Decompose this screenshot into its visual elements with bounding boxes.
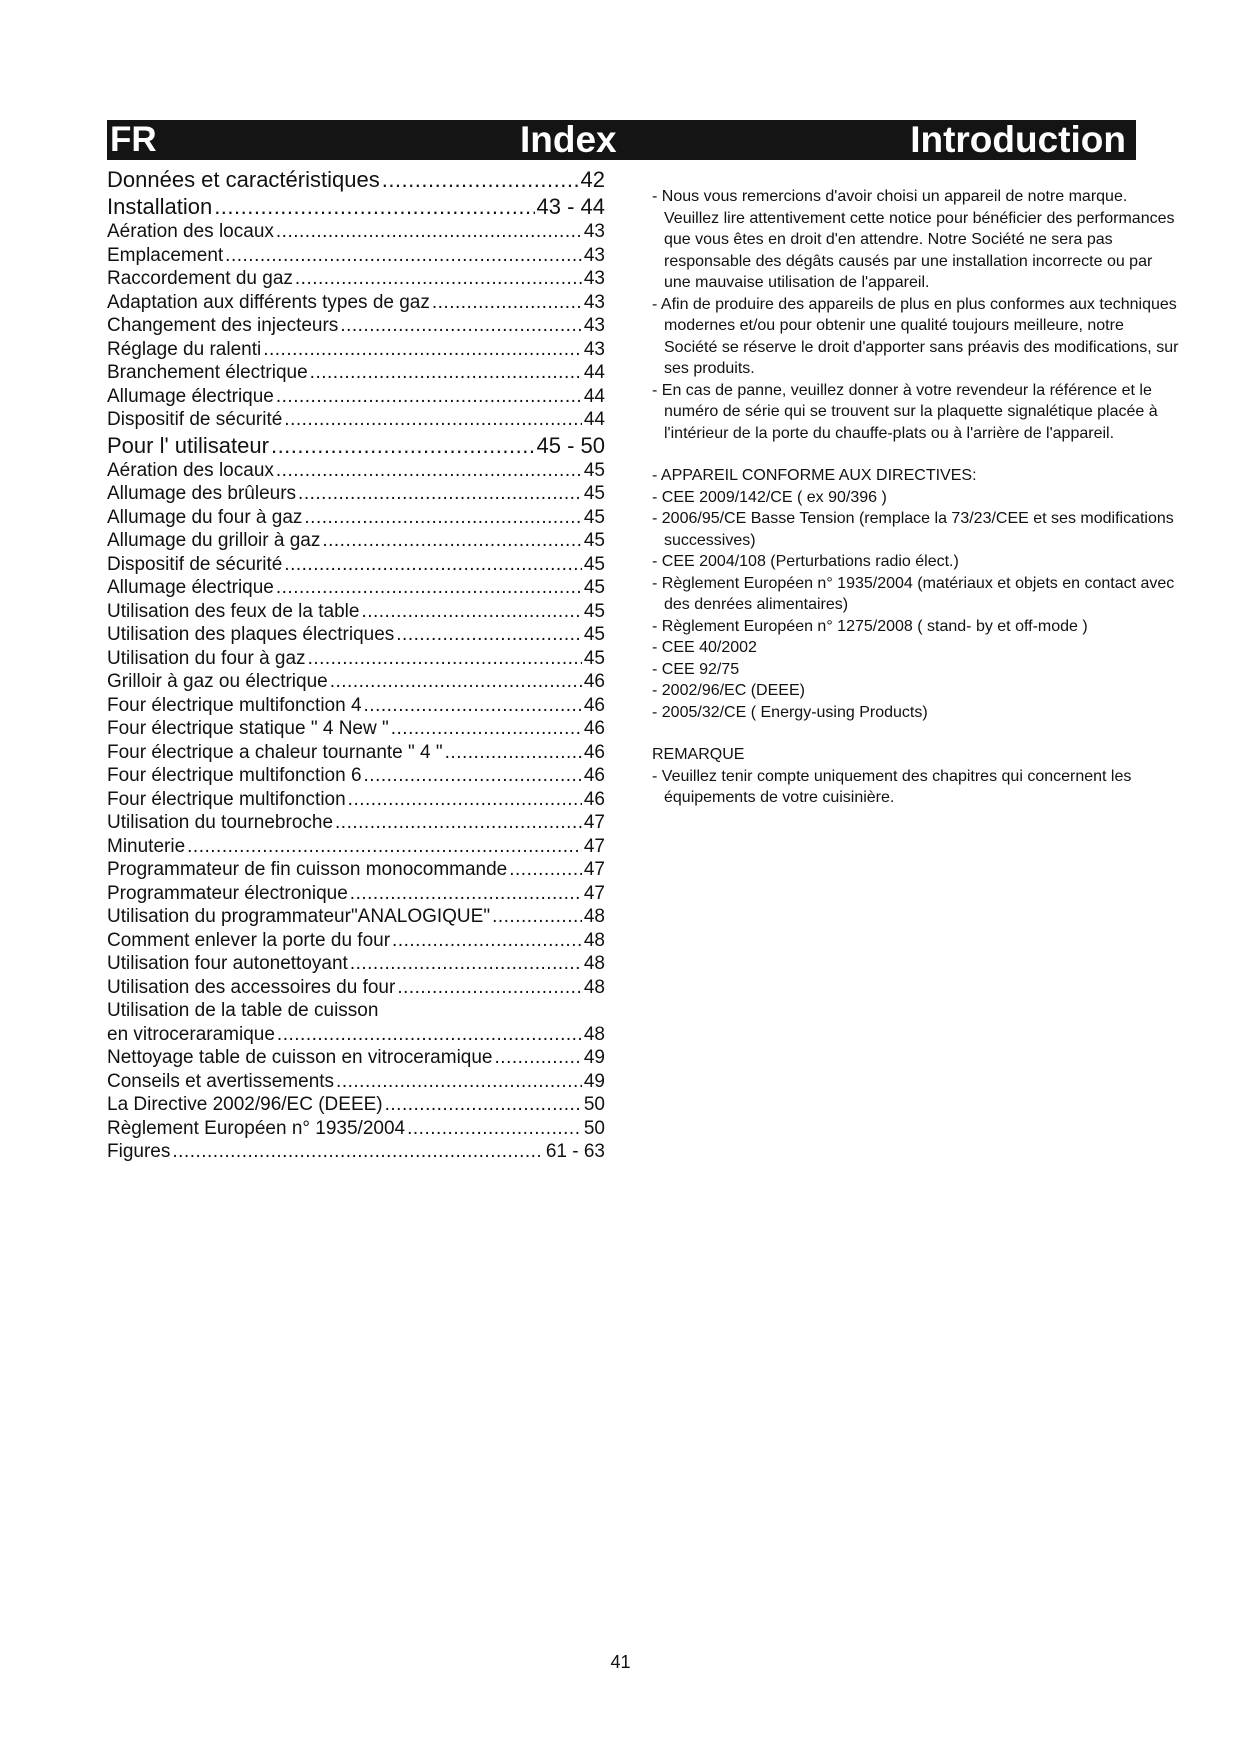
index-title: Index (520, 119, 617, 160)
toc-entry: Dispositif de sécurité ..... 44 (107, 408, 605, 432)
toc-entry: Allumage du grilloir à gaz ..... 45 (107, 529, 605, 553)
directive-item: - CEE 2009/142/CE ( ex 90/396 ) (652, 488, 887, 506)
toc-entry: Emplacement ..... 43 (107, 244, 605, 268)
toc-entry: Utilisation four autonettoyant ..... 48 (107, 952, 605, 976)
toc-entry: Raccordement du gaz ..... 43 (107, 267, 605, 291)
toc-entry: Utilisation des plaques électriques ..... 45 (107, 623, 605, 647)
page-number: 41 (610, 1652, 631, 1672)
toc-entry: Dispositif de sécurité ..... 45 (107, 553, 605, 577)
toc-entry: Adaptation aux différents types de gaz ..... 43 (107, 291, 605, 315)
toc-entry: Four électrique multifonction 6 ..... 46 (107, 764, 605, 788)
intro-paragraph: - Nous vous remercions d'avoir choisi un appareil de notre marque. Veuillez lire attentivement cette notice pour bénéficier des performances que vous êtes en droit d'en attendre. Notre Société ne sera pas responsable des dégâts causés par une installation incorrecte ou par une mauvaise utilisation de l'appareil. (652, 188, 1175, 291)
language-label: FR (110, 120, 157, 159)
toc-entry: Branchement électrique ..... 44 (107, 361, 605, 385)
directive-item: - Règlement Européen n° 1275/2008 ( stand- by et off-mode ) (652, 617, 1088, 635)
directive-item: - APPAREIL CONFORME AUX DIRECTIVES: (652, 467, 977, 484)
spacer (652, 444, 1180, 465)
toc-entry: Minuterie ..... 47 (107, 835, 605, 859)
toc-entry: Utilisation du programmateur"ANALOGIQUE" ..... 48 (107, 905, 605, 929)
directive-item: - CEE 92/75 (652, 660, 740, 678)
toc-entry: Conseils et avertissements ..... 49 (107, 1070, 605, 1094)
toc-entry: Installation ..... 43 - 44 (107, 193, 605, 220)
toc-entry: Utilisation des accessoires du four ..... 48 (107, 976, 605, 1000)
spacer (652, 723, 1180, 744)
toc-entry: Utilisation du four à gaz ..... 45 (107, 647, 605, 671)
directive-item: - CEE 2004/108 (Perturbations radio élect.) (652, 553, 959, 570)
toc-entry: Changement des injecteurs ..... 43 (107, 314, 605, 338)
intro-paragraph: - En cas de panne, veuillez donner à votre revendeur la référence et le numéro de série qui se trouvent sur la plaquette signalétique placée à l'intérieur de la porte du chauffe-plats ou à l'arrière de l'appareil. (652, 381, 1158, 442)
toc-entry: Programmateur électronique ..... 47 (107, 882, 605, 906)
introduction-text (652, 186, 1180, 809)
toc-entry: Allumage électrique ..... 44 (107, 385, 605, 409)
toc-entry: Aération des locaux ..... 45 (107, 459, 605, 483)
toc-entry: en vitroceraramique ..... 48 (107, 1023, 605, 1047)
toc-entry: Pour l' utilisateur ..... 45 - 50 (107, 432, 605, 459)
toc-entry: Données et caractéristiques ..... 42 (107, 166, 605, 193)
table-of-contents (107, 166, 605, 1164)
toc-entry: Four électrique multifonction 4 ..... 46 (107, 694, 605, 718)
toc-entry: Utilisation des feux de la table ..... 45 (107, 600, 605, 624)
toc-entry: Allumage électrique ..... 45 (107, 576, 605, 600)
directive-item: - 2006/95/CE Basse Tension (remplace la 73/23/CEE et ses modifications successives) (652, 510, 1174, 549)
remark-text: - Veuillez tenir compte uniquement des chapitres qui concernent les équipements de votre cuisinière. (652, 767, 1132, 806)
toc-entry: Réglage du ralenti ..... 43 (107, 338, 605, 362)
directive-item: - Règlement Européen n° 1935/2004 (matériaux et objets en contact avec des denrées alimentaires) (652, 574, 1175, 613)
intro-paragraph: - Afin de produire des appareils de plus en plus conformes aux techniques modernes et/ou pour obtenir une qualité toujours meilleure, notre Société se réserve le droit d'apporter sans préavis des modifications, sur ses produits. (652, 295, 1179, 377)
toc-entry: Comment enlever la porte du four ..... 48 (107, 929, 605, 953)
toc-entry: Programmateur de fin cuisson monocommande ..... 47 (107, 858, 605, 882)
toc-entry: Nettoyage table de cuisson en vitroceramique ..... 49 (107, 1046, 605, 1070)
toc-entry: Utilisation du tournebroche ..... 47 (107, 811, 605, 835)
toc-entry: Grilloir à gaz ou électrique ..... 46 (107, 670, 605, 694)
directive-item: - 2002/96/EC (DEEE) (652, 682, 805, 699)
toc-entry: Four électrique statique " 4 New " ..... 46 (107, 717, 605, 741)
toc-entry: Aération des locaux ..... 43 (107, 220, 605, 244)
toc-entry: Allumage des brûleurs ..... 45 (107, 482, 605, 506)
toc-entry: Règlement Européen n° 1935/2004 ..... 50 (107, 1117, 605, 1141)
directive-item: - 2005/32/CE ( Energy-using Products) (652, 703, 928, 721)
introduction-title: Introduction (910, 119, 1126, 160)
toc-entry: La Directive 2002/96/EC (DEEE) ..... 50 (107, 1093, 605, 1117)
toc-entry: Figures ..... 61 - 63 (107, 1140, 605, 1164)
toc-entry: Allumage du four à gaz ..... 45 (107, 506, 605, 530)
toc-entry: Four électrique multifonction ..... 46 (107, 788, 605, 812)
toc-entry: Four électrique a chaleur tournante " 4 " ..... 46 (107, 741, 605, 765)
remark-title: REMARQUE (652, 746, 745, 763)
directive-item: - CEE 40/2002 (652, 639, 757, 656)
toc-entry: Utilisation de la table de cuisson (107, 1000, 379, 1021)
